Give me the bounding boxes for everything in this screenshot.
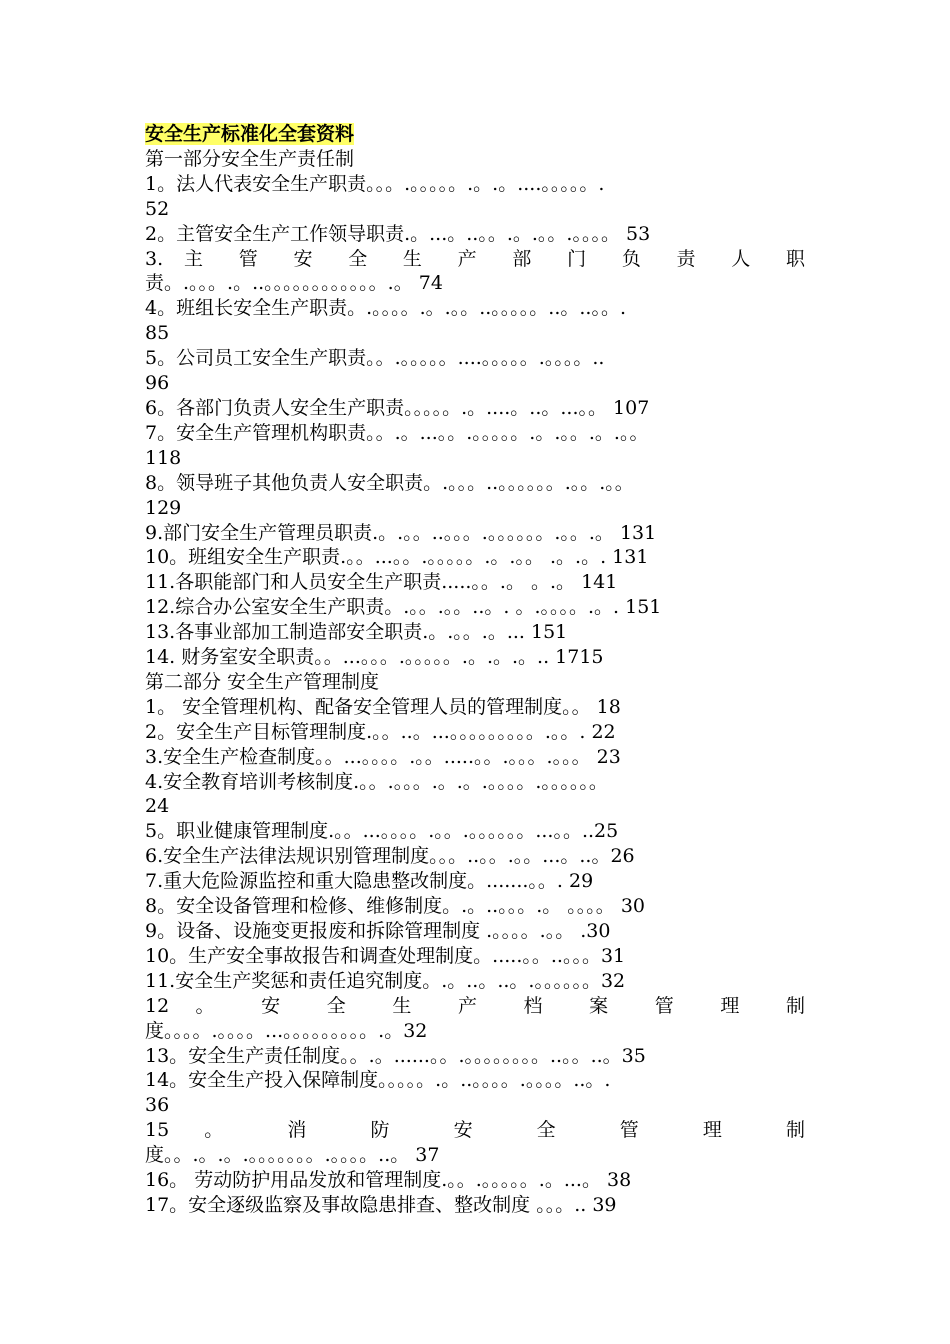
toc-entry: 16。 劳动防护用品发放和管理制度.。。.。。。。。.。...。 38	[145, 1169, 632, 1192]
toc-page-number: 96	[145, 372, 170, 395]
toc-entry: 11.安全生产奖惩和责任追究制度。.。..。..。.。。。。。。32	[145, 969, 626, 992]
toc-entry: 8。领导班子其他负责人安全职责。.。。。..。。。。。。.。。.。。	[145, 471, 634, 494]
toc-entry: 责。.。。。.。..。。。。。。。。。。。。.。 74	[145, 272, 443, 295]
toc-entry: 5。公司员工安全生产职责。。.。。。。。....。。。。。.。。。。..	[145, 347, 605, 370]
toc-entry: 度。。.。.。.。。。。。。。.。。。。..。 37	[145, 1144, 440, 1167]
toc-entry: 7。安全生产管理机构职责。。.。...。。.。。。。。.。.。。.。.。。	[145, 421, 649, 444]
document-page	[145, 122, 805, 1218]
toc-entry: 13.各事业部加工制造部安全职责.。.。。.。... 151	[145, 621, 568, 644]
toc-entry: 6。各部门负责人安全生产职责。。。。。.。....。..。...。。 107	[145, 396, 650, 419]
toc-entry: 14. 财务室安全职责。。...。。。.。。。。。.。.。.。.. 1715	[145, 646, 604, 669]
toc-entry: 9。设备、设施变更报废和拆除管理制度 .。。。。.。。 .30	[145, 920, 611, 942]
toc-entry: 8。安全设备管理和检修、维修制度。.。..。。。.。 。。。。 30	[145, 895, 646, 918]
toc-entry: 1。 安全管理机构、配备安全管理人员的管理制度。。 18	[145, 695, 621, 718]
toc-entry: 度。。。。.。。。。...。。。。。。。。。.。32	[145, 1019, 428, 1042]
toc-entry: 12.综合办公室安全生产职责。.。。.。。..。. 。.。。。。.。. 151	[145, 596, 662, 619]
toc-entry: 17。安全逐级监察及事故隐患排查、整改制度 。。。.. 39	[145, 1193, 617, 1216]
toc-entry: 12 。 安 全 生 产 档 案 管 理 制	[145, 994, 805, 1017]
section-heading: 第二部分 安全生产管理制度	[145, 670, 380, 693]
toc-entry: 15 。 消 防 安 全 管 理 制	[145, 1119, 805, 1142]
toc-page-number: 52	[145, 197, 170, 220]
toc-page-number: 129	[145, 496, 182, 519]
toc-entry: 2。安全生产目标管理制度.。。..。...。。。。。。。。。.。。. 22	[145, 720, 616, 743]
toc-page-number: 118	[145, 446, 182, 469]
toc-entry: 10。班组安全生产职责.。。...。。.。。。。。.。.。。 .。.。. 131	[145, 546, 649, 569]
toc-entry: 1。法人代表安全生产职责。。。.。。。。。.。.。....。。。。。.	[145, 172, 605, 195]
toc-entry: 7.重大危险源监控和重大隐患整改制度。.......。。. 29	[145, 870, 594, 893]
toc-entry: 11.各职能部门和人员安全生产职责.....。。.。 。.。 141	[145, 571, 618, 594]
toc-entry: 2。主管安全生产工作领导职责.。...。..。。.。.。。.。。。。 53	[145, 222, 651, 245]
toc-entry: 14。安全生产投入保障制度。。。。。.。..。。。。.。。。。..。.	[145, 1069, 611, 1092]
section-heading: 第一部分安全生产责任制	[145, 147, 355, 170]
toc-entry: 5。职业健康管理制度.。。...。。。。.。。.。。。。。。...。。..25	[145, 820, 619, 843]
toc-entry: 9.部门安全生产管理员职责.。.。。..。。。.。。。。。。.。。.。 131	[145, 521, 657, 544]
toc-entry: 4.安全教育培训考核制度.。。.。。。.。.。.。。。。.。。。。。。	[145, 770, 608, 793]
toc-page-number: 24	[145, 795, 170, 818]
toc-entry: 4。班组长安全生产职责。.。。。。.。.。。..。。。。。..。..。。.	[145, 297, 626, 320]
toc-entry: 3. 主 管 安 全 生 产 部 门 负 责 人 职	[145, 247, 805, 270]
toc-page-number: 36	[145, 1094, 170, 1117]
toc-entry: 3.安全生产检查制度。。...。。。。.。。.....。。.。。。.。。。 23	[145, 745, 621, 768]
toc-page-number: 85	[145, 322, 170, 345]
toc-entry: 13。安全生产责任制度。。.。......。。.。。。。。。。。..。。..。35	[145, 1044, 646, 1067]
toc-entry: 6.安全生产法律法规识别管理制度。。。..。。.。。...。..。26	[145, 845, 635, 868]
toc-entry: 10。生产安全事故报告和调查处理制度。.....。。..。。。31	[145, 944, 626, 967]
document-title: 安全生产标准化全套资料	[145, 123, 355, 145]
